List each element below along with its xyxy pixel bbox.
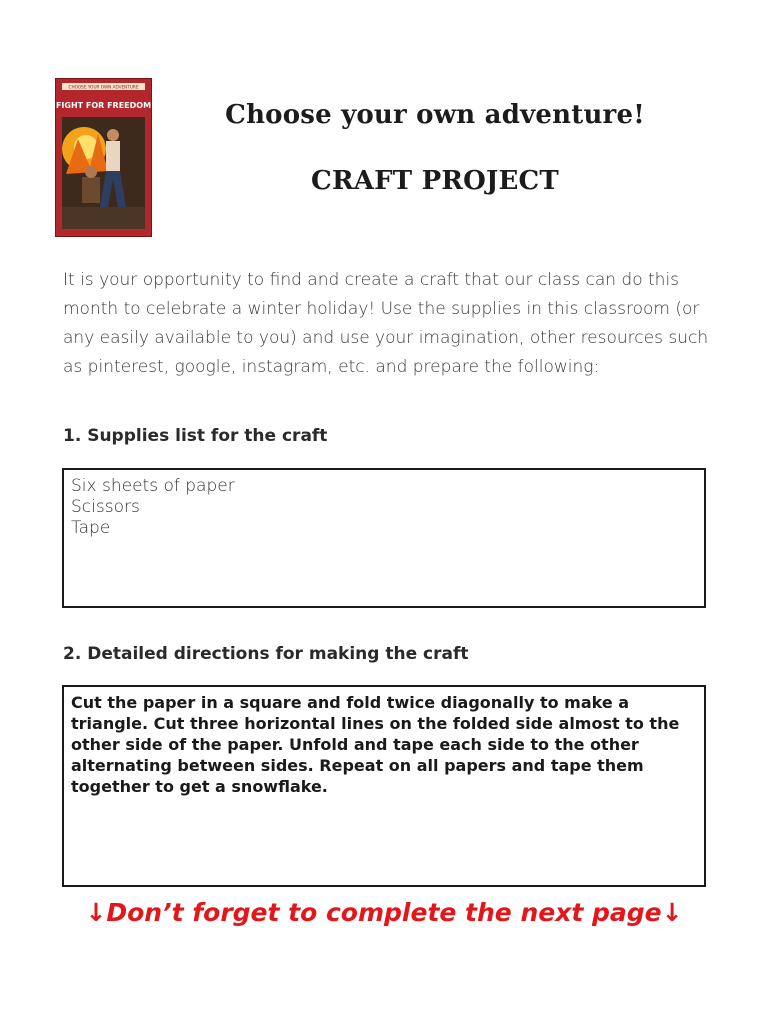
supplies-box[interactable]: [62, 468, 706, 608]
supply-item: Scissors: [71, 497, 140, 517]
cover-title: [56, 101, 151, 110]
intro-paragraph: It is your opportunity to find and create a craft that our class can do this month to celebrate a winter holiday! Use the supplies in this classroom (or any easily available to you) and use your imagination, other resources such as pinterest, google, instagram, etc. and prepare the following:: [63, 270, 709, 377]
book-cover-image: [55, 78, 152, 237]
cover-title-text: FIGHT FOR FREEDOM: [56, 101, 151, 110]
page-title: Choose your own adventure!: [225, 100, 645, 130]
book-cover-illustration: [56, 79, 151, 236]
directions-heading: 2. Detailed directions for making the craft: [63, 644, 469, 664]
next-page-reminder: ↓Don’t forget to complete the next page↓: [85, 898, 683, 927]
supply-item: Six sheets of paper: [71, 476, 235, 496]
supplies-heading: 1. Supplies list for the craft: [63, 426, 328, 446]
cover-series: CHOOSE YOUR OWN ADVENTURE: [68, 84, 139, 90]
directions-box[interactable]: [62, 685, 706, 887]
page-subtitle: CRAFT PROJECT: [311, 166, 559, 196]
supply-item: Tape: [71, 518, 111, 538]
directions-text: Cut the paper in a square and fold twice diagonally to make a triangle. Cut three horizontal lines on the folded side almost to the other side of the paper. Unfold and tape each side to the other alternating between sides. Repeat on all papers and tape them together to get a snowflake.: [71, 693, 680, 796]
